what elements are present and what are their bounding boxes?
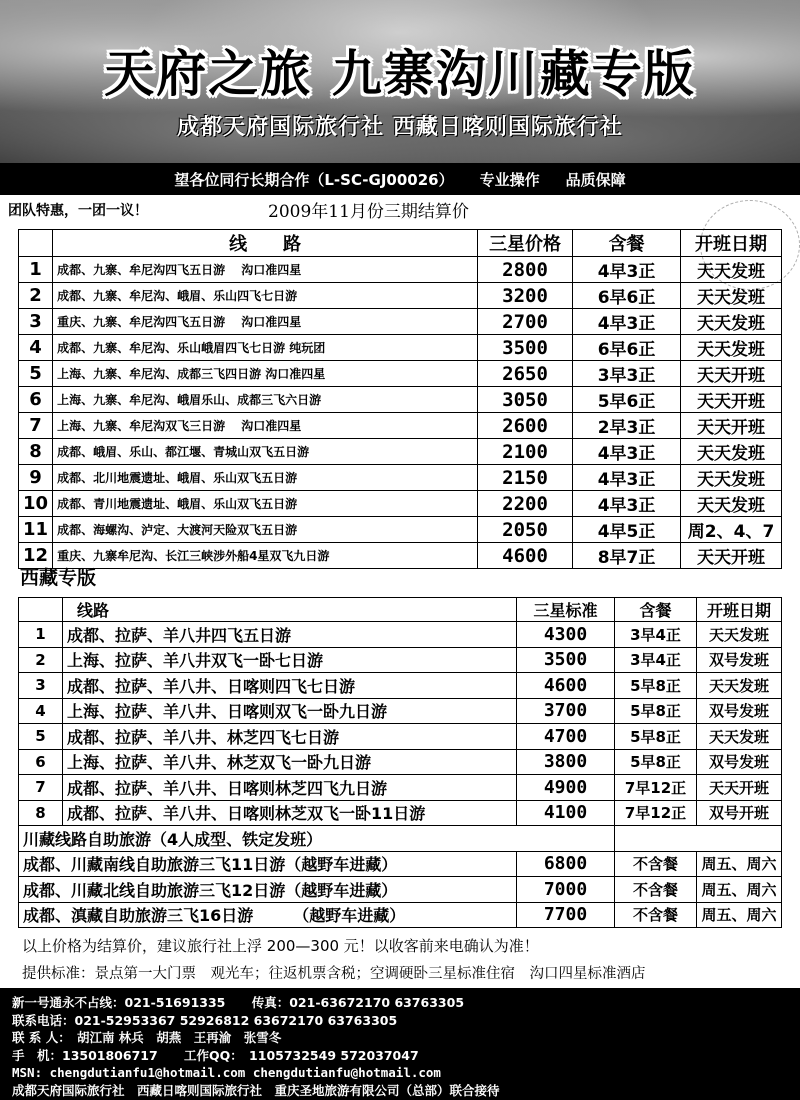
meal-cell: 7早12正 <box>615 775 697 801</box>
schedule-cell: 天天开班 <box>681 543 782 569</box>
slogan-bar <box>0 163 800 195</box>
price-period: 2009年11月份三期结算价 <box>268 202 469 222</box>
row-number: 5 <box>19 361 53 387</box>
meal-cell: 4早3正 <box>573 257 681 283</box>
footer-row <box>12 1082 788 1100</box>
route-cell: 成都、川藏北线自助旅游三飞12日游（越野车进藏） <box>19 877 517 903</box>
schedule-cell: 天天发班 <box>697 622 782 648</box>
meal-cell: 5早8正 <box>615 749 697 775</box>
contact-footer <box>0 988 800 1100</box>
mobile: 手 机：13501806717 <box>12 1047 158 1063</box>
price-cell: 3050 <box>478 387 573 413</box>
row-number: 4 <box>19 698 63 724</box>
tibet-section-title: 西藏专版 <box>20 567 97 589</box>
row-number: 8 <box>19 439 53 465</box>
schedule-cell: 双号发班 <box>697 749 782 775</box>
meal-cell: 7早12正 <box>615 800 697 826</box>
price-cell: 4600 <box>478 543 573 569</box>
schedule-cell: 天天发班 <box>681 257 782 283</box>
schedule-cell: 周五、周六 <box>697 877 782 903</box>
route-cell: 重庆、九寨牟尼沟、长江三峡涉外船4星双飞九日游 <box>53 543 478 569</box>
price-cell: 2050 <box>478 517 573 543</box>
agencies: 成都天府国际旅行社 西藏日喀则国际旅行社 重庆圣地旅游有限公司（总部）联合接待 <box>12 1082 500 1098</box>
meal-header: 含餐 <box>615 598 697 622</box>
meal-cell: 不含餐 <box>615 877 697 903</box>
days-header: 开班日期 <box>697 598 782 622</box>
table-row <box>19 851 782 877</box>
row-number: 7 <box>19 775 63 801</box>
route-cell: 成都、九寨、牟尼沟、峨眉、乐山四飞七日游 <box>53 283 478 309</box>
table-row <box>19 775 782 801</box>
schedule-cell: 天天开班 <box>697 775 782 801</box>
row-number: 2 <box>19 283 53 309</box>
meal-cell: 5早8正 <box>615 698 697 724</box>
price-cell: 4900 <box>517 775 615 801</box>
price-cell: 3700 <box>517 698 615 724</box>
no-header <box>19 598 63 622</box>
schedule-cell: 周五、周六 <box>697 902 782 928</box>
row-number: 10 <box>19 491 53 517</box>
table-row <box>19 283 782 309</box>
route-cell: 成都、拉萨、羊八井、日喀则林芝双飞一卧11日游 <box>63 800 517 826</box>
table-row <box>19 387 782 413</box>
price-cell: 4300 <box>517 622 615 648</box>
row-number: 12 <box>19 543 53 569</box>
header-banner <box>0 0 800 163</box>
meal-cell: 8早7正 <box>573 543 681 569</box>
footer-row <box>12 994 788 1012</box>
price-cell: 3500 <box>517 647 615 673</box>
row-number: 2 <box>19 647 63 673</box>
price-cell: 4100 <box>517 800 615 826</box>
footer-row <box>12 1012 788 1030</box>
price-cell: 2200 <box>478 491 573 517</box>
price-cell: 4700 <box>517 724 615 750</box>
schedule-cell: 天天开班 <box>681 387 782 413</box>
fax: 传真：021-63672170 63763305 <box>251 995 465 1010</box>
table-row <box>19 257 782 283</box>
footer-row <box>12 1029 788 1047</box>
price-header: 三星价格 <box>478 230 573 257</box>
price-cell: 7000 <box>517 877 615 903</box>
schedule-cell: 天天开班 <box>681 413 782 439</box>
footer-row <box>12 1064 788 1082</box>
table-row <box>19 800 782 826</box>
special-offer: 团队特惠，一团一议！ <box>8 203 148 219</box>
price-header: 三星标准 <box>517 598 615 622</box>
row-number: 8 <box>19 800 63 826</box>
schedule-cell: 周2、4、7 <box>681 517 782 543</box>
row-number: 4 <box>19 335 53 361</box>
price-cell: 4600 <box>517 673 615 699</box>
table-header-row <box>19 598 782 622</box>
route-cell: 上海、拉萨、羊八井、林芝双飞一卧九日游 <box>63 749 517 775</box>
footer-row <box>12 1047 788 1065</box>
route-cell: 成都、拉萨、羊八井、林芝四飞七日游 <box>63 724 517 750</box>
route-cell: 上海、九寨、牟尼沟、峨眉乐山、成都三飞六日游 <box>53 387 478 413</box>
table-row <box>19 724 782 750</box>
table-row <box>19 465 782 491</box>
meal-header: 含餐 <box>573 230 681 257</box>
route-cell: 上海、拉萨、羊八井双飞一卧七日游 <box>63 647 517 673</box>
route-cell: 成都、川藏南线自助旅游三飞11日游（越野车进藏） <box>19 851 517 877</box>
meal-cell: 5早8正 <box>615 673 697 699</box>
price-cell: 3500 <box>478 335 573 361</box>
table-row <box>19 361 782 387</box>
pro-text: 专业操作 <box>479 170 540 189</box>
meal-cell: 4早3正 <box>573 309 681 335</box>
meal-cell: 不含餐 <box>615 851 697 877</box>
jiuzhai-price-table <box>18 229 782 569</box>
route-cell: 成都、青川地震遗址、峨眉、乐山双飞五日游 <box>53 491 478 517</box>
table-row <box>19 309 782 335</box>
row-number: 9 <box>19 465 53 491</box>
row-number: 3 <box>19 673 63 699</box>
schedule-cell: 天天发班 <box>681 439 782 465</box>
meal-cell: 4早5正 <box>573 517 681 543</box>
quality-text: 品质保障 <box>565 170 626 189</box>
price-cell: 2600 <box>478 413 573 439</box>
contacts: 联 系 人： 胡江南 林兵 胡燕 王再渝 张雪冬 <box>12 1030 282 1046</box>
price-cell: 3800 <box>517 749 615 775</box>
schedule-cell: 天天开班 <box>681 361 782 387</box>
self-guided-title-row <box>19 826 782 852</box>
meal-cell: 4早3正 <box>573 465 681 491</box>
meal-cell: 3早4正 <box>615 622 697 648</box>
table-row <box>19 517 782 543</box>
row-number: 1 <box>19 622 63 648</box>
route-cell: 成都、峨眉、乐山、都江堰、青城山双飞五日游 <box>53 439 478 465</box>
service-standard: 提供标准：景点第一大门票 观光车；往返机票含税；空调硬卧三星标准住宿 沟口四星标准酒店 <box>22 966 646 982</box>
row-number: 3 <box>19 309 53 335</box>
route-cell: 成都、海螺沟、泸定、大渡河天险双飞五日游 <box>53 517 478 543</box>
route-header: 线 路 <box>53 230 478 257</box>
route-cell: 上海、九寨、牟尼沟、成都三飞四日游 沟口准四星 <box>53 361 478 387</box>
table-row <box>19 439 782 465</box>
route-cell: 成都、九寨、牟尼沟、乐山峨眉四飞七日游 纯玩团 <box>53 335 478 361</box>
phone: 联系电话：021-52953367 52926812 63672170 63763305 <box>12 1012 398 1028</box>
price-cell: 2150 <box>478 465 573 491</box>
table-row <box>19 413 782 439</box>
route-cell: 成都、拉萨、羊八井四飞五日游 <box>63 622 517 648</box>
row-number: 5 <box>19 724 63 750</box>
route-cell: 成都、拉萨、羊八井、日喀则林芝四飞九日游 <box>63 775 517 801</box>
row-number: 6 <box>19 387 53 413</box>
qq: 工作QQ： 1105732549 572037047 <box>184 1047 419 1063</box>
row-number: 7 <box>19 413 53 439</box>
meal-cell: 4早3正 <box>573 491 681 517</box>
table-row <box>19 335 782 361</box>
tibet-price-table <box>18 597 782 928</box>
meal-cell: 3早4正 <box>615 647 697 673</box>
price-cell: 2800 <box>478 257 573 283</box>
price-cell: 6800 <box>517 851 615 877</box>
schedule-cell: 天天发班 <box>697 724 782 750</box>
table-row <box>19 749 782 775</box>
hotline: 新一号通永不占线：021-51691335 <box>12 995 226 1010</box>
meal-cell: 5早6正 <box>573 387 681 413</box>
meal-cell: 5早8正 <box>615 724 697 750</box>
schedule-cell: 双号发班 <box>697 698 782 724</box>
table-header-row <box>19 230 782 257</box>
route-cell: 重庆、九寨、牟尼沟四飞五日游 沟口准四星 <box>53 309 478 335</box>
schedule-cell: 双号开班 <box>697 800 782 826</box>
table-row <box>19 902 782 928</box>
table-row <box>19 647 782 673</box>
price-cell: 3200 <box>478 283 573 309</box>
schedule-cell: 天天发班 <box>681 465 782 491</box>
schedule-cell: 周五、周六 <box>697 851 782 877</box>
table-row <box>19 877 782 903</box>
table-row <box>19 673 782 699</box>
meal-cell: 3早3正 <box>573 361 681 387</box>
no-header <box>19 230 53 257</box>
meal-cell: 4早3正 <box>573 439 681 465</box>
row-number: 11 <box>19 517 53 543</box>
price-cell: 2650 <box>478 361 573 387</box>
cooperation-text: 望各位同行长期合作（L-SC-GJ00026） <box>174 170 454 189</box>
route-header: 线路 <box>63 598 517 622</box>
route-cell: 上海、九寨、牟尼沟双飞三日游 沟口准四星 <box>53 413 478 439</box>
msn: MSN: chengdutianfu1@hotmail.com chengdutianfu@hotmail.com <box>12 1065 441 1081</box>
table-row <box>19 698 782 724</box>
price-note: 以上价格为结算价，建议旅行社上浮 200—300 元！以收客前来电确认为准！ <box>22 937 539 955</box>
days-header: 开班日期 <box>681 230 782 257</box>
empty-cell <box>615 826 782 852</box>
price-cell: 2700 <box>478 309 573 335</box>
table-row <box>19 543 782 569</box>
meal-cell: 6早6正 <box>573 335 681 361</box>
schedule-cell: 天天发班 <box>681 309 782 335</box>
table-row <box>19 491 782 517</box>
route-cell: 成都、滇藏自助旅游三飞16日游 （越野车进藏） <box>19 902 517 928</box>
route-cell: 成都、北川地震遗址、峨眉、乐山双飞五日游 <box>53 465 478 491</box>
page-title: 天府之旅 九寨沟川藏专版 <box>104 45 696 103</box>
route-cell: 成都、拉萨、羊八井、日喀则四飞七日游 <box>63 673 517 699</box>
self-guided-title: 川藏线路自助旅游（4人成型、铁定发班） <box>19 826 615 852</box>
price-cell: 2100 <box>478 439 573 465</box>
price-cell: 7700 <box>517 902 615 928</box>
schedule-cell: 天天发班 <box>697 673 782 699</box>
route-cell: 上海、拉萨、羊八井、日喀则双飞一卧九日游 <box>63 698 517 724</box>
schedule-cell: 天天发班 <box>681 283 782 309</box>
row-number: 6 <box>19 749 63 775</box>
schedule-cell: 天天发班 <box>681 335 782 361</box>
route-cell: 成都、九寨、牟尼沟四飞五日游 沟口准四星 <box>53 257 478 283</box>
table-row <box>19 622 782 648</box>
schedule-cell: 天天发班 <box>681 491 782 517</box>
meal-cell: 2早3正 <box>573 413 681 439</box>
agency-subtitle: 成都天府国际旅行社 西藏日喀则国际旅行社 <box>177 115 623 140</box>
schedule-cell: 双号发班 <box>697 647 782 673</box>
meal-cell: 6早6正 <box>573 283 681 309</box>
meal-cell: 不含餐 <box>615 902 697 928</box>
row-number: 1 <box>19 257 53 283</box>
